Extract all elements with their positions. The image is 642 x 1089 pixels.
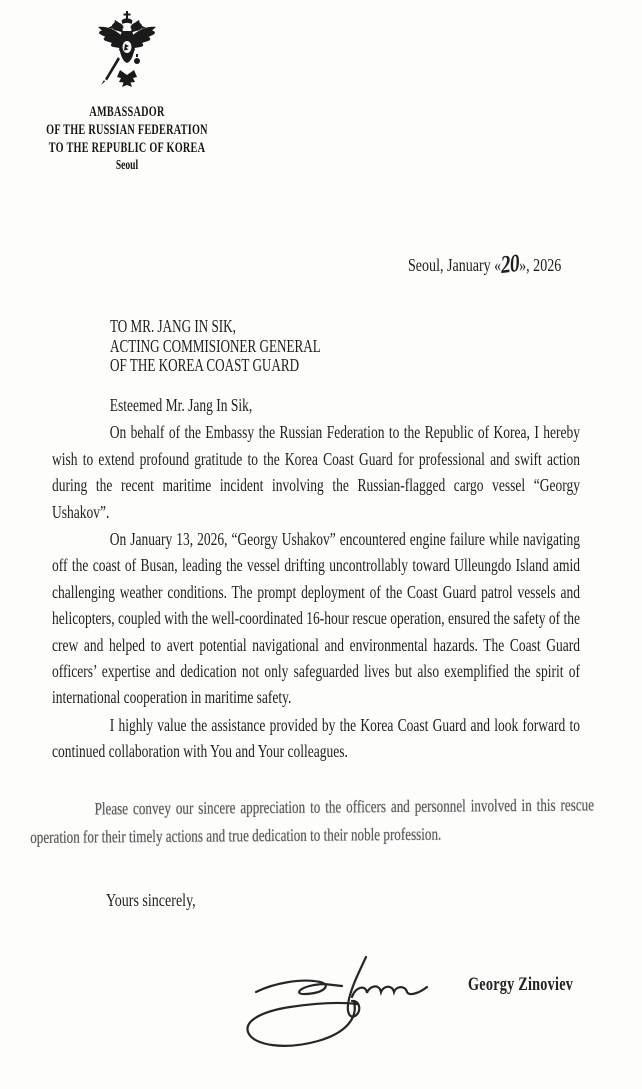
dateline-handwritten-day: 20	[500, 249, 521, 280]
dateline-prefix: Seoul, January «	[408, 255, 502, 275]
recipient-line3: OF THE KOREA COAST GUARD	[110, 355, 300, 375]
body-paragraph-2: On January 13, 2026, “Georgy Ushakov” encountered engine failure while navigating off the coast of Busan, leading the vessel drifting uncontrollably toward Ulleungdo Island amid challenging weather conditions. The prompt deployment of the Coast Guard patrol vessels and helicopters, coupled with the well-coordinated 16-hour rescue operation, ensured the safety of the crew and helped to avert potential navigational and environmental hazards. The Coast Guard officers’ expertise and dedication not only safeguarded lives but also exemplified the spirit of international cooperation in maritime safety.	[52, 529, 580, 708]
recipient-block	[110, 317, 321, 376]
body-paragraph-1: On behalf of the Embassy the Russian Federation to the Republic of Korea, I hereby wish to extend profound gratitude to the Korea Coast Guard for professional and swift action during the recent maritime incident involving the Russian-flagged cargo vessel “Georgy Ushakov”.	[52, 422, 580, 522]
recipient-line2: ACTING COMMISIONER GENERAL	[110, 335, 321, 356]
body-paragraph-4-faded: Please convey our sincere appreciation to the officers and personnel involved in this rescue operation for their timely actions and true dedication to their noble profession.	[30, 794, 595, 847]
letterhead-title-line1: AMBASSADOR	[89, 104, 165, 120]
salutation: Esteemed Mr. Jang In Sik,	[109, 395, 253, 415]
letterhead-title-line3: TO THE REPUBLIC OF KOREA	[48, 140, 206, 156]
letterhead	[32, 103, 222, 174]
dateline-suffix: », 2026	[519, 255, 562, 275]
body-paragraph-3: I highly value the assistance provided by the Korea Coast Guard and look forward to continued collaboration with You and Your colleagues.	[52, 714, 580, 762]
letterhead-title-line2: OF THE RUSSIAN FEDERATION	[46, 122, 208, 138]
dateline	[408, 250, 561, 278]
closing-salutation: Yours sincerely,	[106, 890, 196, 910]
letter-body	[52, 392, 580, 766]
recipient-line1: TO MR. JANG IN SIK,	[110, 316, 236, 336]
letterhead-city: Seoul	[115, 158, 139, 173]
handwritten-signature-icon	[240, 950, 445, 1058]
signatory-name: Georgy Zinoviev	[468, 974, 574, 995]
russian-coat-of-arms-eagle-icon	[95, 11, 159, 99]
